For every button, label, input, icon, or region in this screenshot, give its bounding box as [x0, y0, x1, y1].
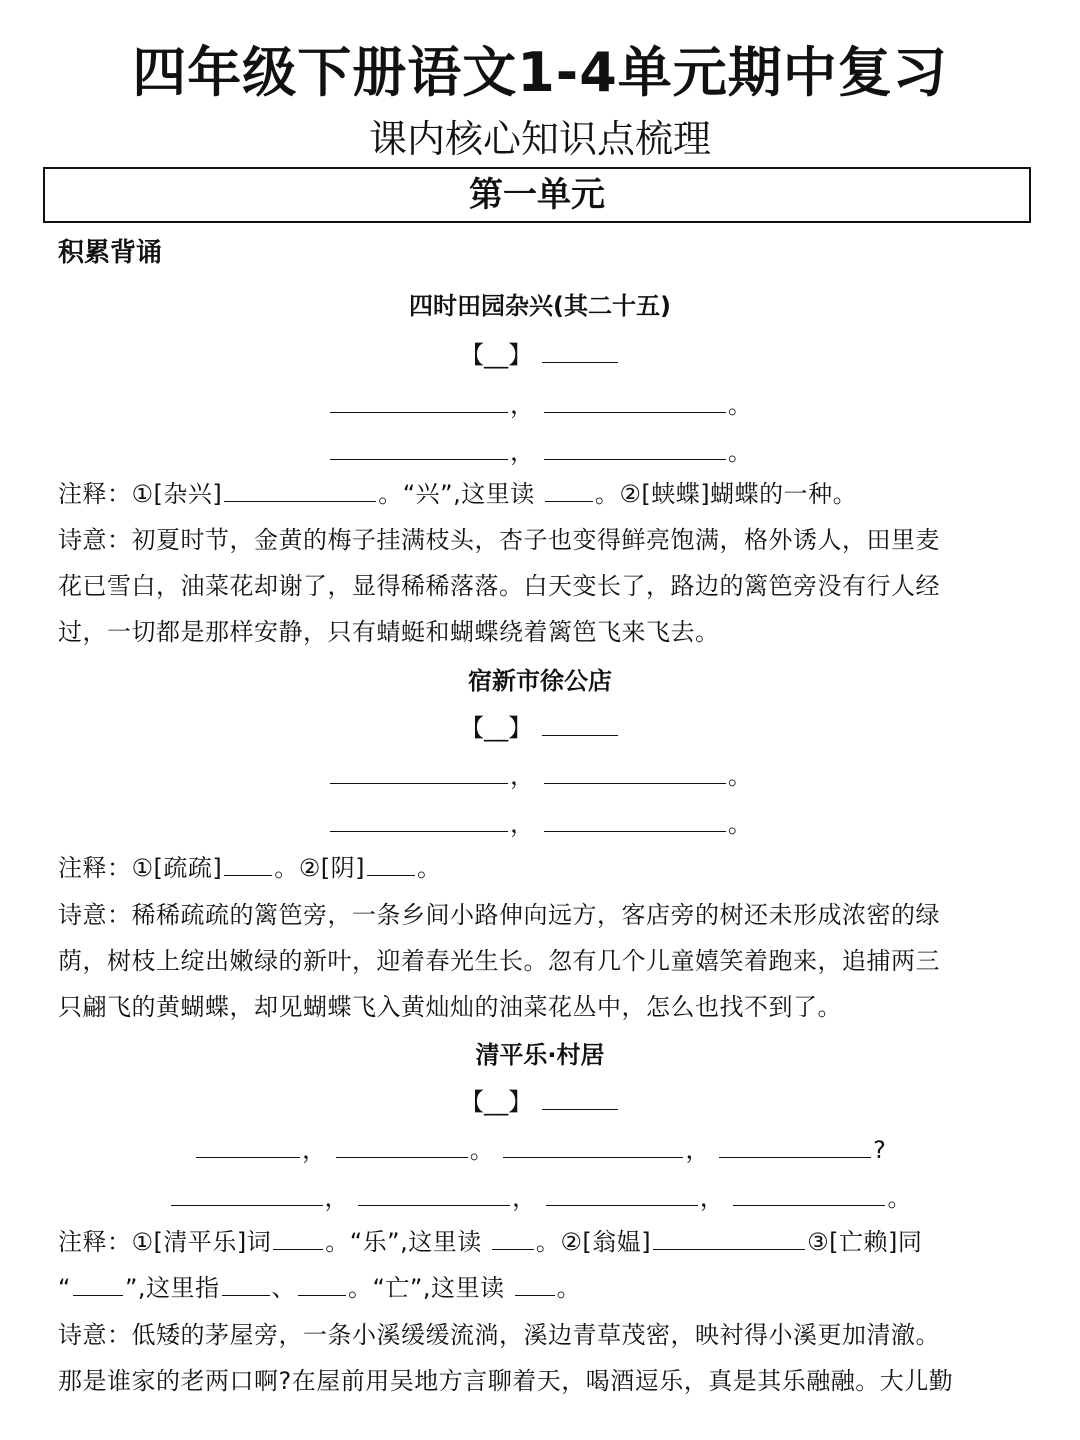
poem-3-line-1: [0, 1130, 1080, 1165]
verse-blank[interactable]: [544, 759, 726, 784]
period: 。: [727, 391, 752, 419]
note-blank[interactable]: [492, 1225, 534, 1250]
note-text: 。“兴”,这里读: [378, 480, 535, 508]
poem-2-meaning-3: 只翩飞的黄蝴蝶，却见蝴蝶飞入黄灿灿的油菜花丛中，怎么也找不到了。: [58, 993, 842, 1021]
note-text: ③[亡赖]同: [807, 1228, 923, 1256]
note-text: 。②[阴]: [274, 854, 365, 882]
poem-2-line-2: [0, 804, 1080, 839]
verse-blank[interactable]: [503, 1133, 683, 1158]
verse-blank[interactable]: [719, 1133, 871, 1158]
note-blank[interactable]: [273, 1225, 323, 1250]
note-text: 。②[蛱蝶]蝴蝶的一种。: [594, 480, 858, 508]
poem-1-meaning-3: 过，一切都是那样安静，只有蜻蜓和蝴蝶绕着篱笆飞来飞去。: [58, 618, 720, 646]
note-text: ①[清平乐]词: [131, 1228, 272, 1256]
comma: ，: [510, 810, 535, 838]
poem-1-title: 四时田园杂兴(其二十五): [409, 292, 671, 320]
author-bracket: 【__】: [460, 714, 533, 742]
comma: ，: [510, 391, 535, 419]
verse-blank[interactable]: [358, 1181, 510, 1206]
note-text: ①[杂兴]: [131, 480, 223, 508]
verse-blank[interactable]: [330, 388, 508, 413]
verse-blank[interactable]: [330, 759, 508, 784]
author-bracket: 【__】: [460, 341, 533, 369]
note-text: 。②[翁媪]: [535, 1228, 652, 1256]
poem-1-author-row: [0, 335, 1080, 370]
poem-2-meaning-1: [58, 895, 940, 930]
verse-blank[interactable]: [196, 1133, 300, 1158]
period: 。: [727, 810, 752, 838]
note-blank[interactable]: [515, 1271, 555, 1296]
poem-2-title: 宿新市徐公店: [468, 667, 612, 695]
verse-blank[interactable]: [544, 435, 726, 460]
meaning-text: 稀稀疏疏的篱笆旁，一条乡间小路伸向远方，客店旁的树还未形成浓密的绿: [131, 901, 940, 929]
note-label: 注释：: [58, 854, 132, 882]
poem-1-meaning-2: 花已雪白，油菜花却谢了，显得稀稀落落。白天变长了，路边的篱笆旁没有行人经: [58, 572, 940, 600]
note-text: 。“乐”,这里读: [325, 1228, 482, 1256]
period: 。: [887, 1184, 912, 1212]
comma: ，: [685, 1136, 710, 1164]
verse-blank[interactable]: [546, 1181, 698, 1206]
section-label: 积累背诵: [58, 238, 163, 268]
note-text: 。: [417, 854, 442, 882]
verse-blank[interactable]: [544, 807, 726, 832]
page-title: 四年级下册语文1-4单元期中复习: [132, 41, 948, 104]
poem-3-meaning-2: 那是谁家的老两口啊?在屋前用吴地方言聊着天，喝酒逗乐，真是其乐融融。大儿勤: [58, 1367, 954, 1395]
author-bracket: 【__】: [460, 1088, 533, 1116]
poem-3-notes-2: [58, 1268, 581, 1303]
comma: ，: [699, 1184, 724, 1212]
meaning-label: 诗意：: [58, 526, 132, 554]
period: 。: [469, 1136, 494, 1164]
verse-blank[interactable]: [171, 1181, 323, 1206]
poem-2-author-row: [0, 708, 1080, 743]
comma: ，: [324, 1184, 349, 1212]
comma: ，: [510, 762, 535, 790]
note-blank[interactable]: [653, 1225, 805, 1250]
meaning-text: 低矮的茅屋旁，一条小溪缓缓流淌，溪边青草茂密，映衬得小溪更加清澈。: [131, 1321, 940, 1349]
poem-2-meaning-2: 荫，树枝上绽出嫩绿的新叶，迎着春光生长。忽有几个儿童嬉笑着跑来，追捕两三: [58, 947, 940, 975]
page-subtitle: 课内核心知识点梳理: [368, 117, 711, 161]
author-blank[interactable]: [542, 711, 618, 736]
note-text: ①[疏疏]: [131, 854, 223, 882]
unit-heading: 第一单元: [43, 167, 1031, 223]
poem-3-title: 清平乐·村居: [475, 1041, 605, 1069]
poem-3-notes-1: [58, 1222, 922, 1257]
note-blank[interactable]: [545, 477, 593, 502]
poem-2-line-1: [0, 756, 1080, 791]
note-text: 。“亡”,这里读: [348, 1274, 505, 1302]
period: 。: [727, 762, 752, 790]
verse-blank[interactable]: [336, 1133, 468, 1158]
note-text: 。: [556, 1274, 582, 1302]
poem-3-meaning-1: [58, 1315, 940, 1350]
verse-blank[interactable]: [330, 807, 508, 832]
note-blank[interactable]: [367, 851, 415, 876]
note-text: 、: [271, 1274, 296, 1302]
poem-3-author-row: [0, 1082, 1080, 1117]
poem-3-line-2: [0, 1178, 1080, 1213]
meaning-label: 诗意：: [58, 901, 132, 929]
note-label: 注释：: [58, 1228, 132, 1256]
meaning-label: 诗意：: [58, 1321, 132, 1349]
poem-1-line-2: [0, 432, 1080, 467]
note-label: 注释：: [58, 480, 132, 508]
note-blank[interactable]: [298, 1271, 346, 1296]
period: 。: [727, 438, 752, 466]
poem-2-notes: [58, 848, 442, 883]
note-blank[interactable]: [73, 1271, 123, 1296]
author-blank[interactable]: [542, 1085, 618, 1110]
verse-blank[interactable]: [330, 435, 508, 460]
note-blank[interactable]: [224, 851, 272, 876]
note-blank[interactable]: [224, 477, 376, 502]
question-mark: ?: [873, 1136, 886, 1164]
verse-blank[interactable]: [733, 1181, 885, 1206]
note-text: ”,这里指: [124, 1274, 220, 1302]
author-blank[interactable]: [542, 338, 618, 363]
poem-1-meaning-1: [58, 520, 940, 555]
verse-blank[interactable]: [544, 388, 726, 413]
note-text: “: [58, 1274, 71, 1302]
poem-1-line-1: [0, 385, 1080, 420]
comma: ，: [510, 438, 535, 466]
comma: ，: [302, 1136, 327, 1164]
note-blank[interactable]: [222, 1271, 270, 1296]
meaning-text: 初夏时节，金黄的梅子挂满枝头，杏子也变得鲜亮饱满，格外诱人，田里麦: [131, 526, 940, 554]
comma: ，: [512, 1184, 537, 1212]
poem-1-notes: [58, 474, 857, 509]
